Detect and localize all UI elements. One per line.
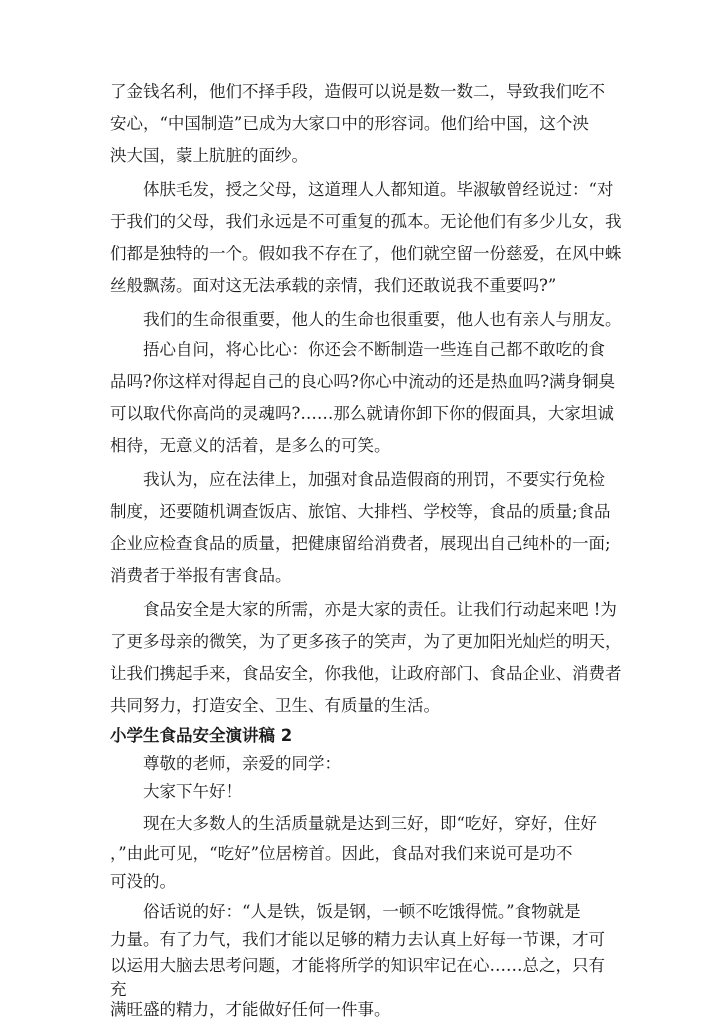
text-line: 大家下午好！ (143, 782, 242, 801)
text-line: 食品安全是大家的所需，亦是大家的责任。让我们行动起来吧 !为 (143, 600, 617, 619)
text-line: 我认为，应在法律上，加强对食品造假商的刑罚，不要实行免检 (143, 470, 605, 489)
text-line: 体肤毛发，授之父母，这道理人人都知道。毕淑敏曾经说过：“对 (143, 180, 614, 199)
text-line: 丝般飘荡。面对这无法承载的亲情，我们还敢说我不重要吗?” (110, 276, 557, 295)
text-line: 让我们携起手来，食品安全，你我他，让政府部门、食品企业、消费者 (110, 664, 622, 683)
text-line: 捂心自问，将心比心：你还会不断制造一些连自己都不敢吃的食 (143, 340, 605, 359)
text-line: 我们的生命很重要，他人的生命也很重要，他人也有亲人与朋友。 (143, 310, 622, 329)
text-line: 制度，还要随机调查饭店、旅馆、大排档、学校等，食品的质量;食品 (110, 502, 611, 521)
text-line: 了更多母亲的微笑，为了更多孩子的笑声，为了更加阳光灿烂的明天， (110, 632, 622, 651)
text-line: ，”由此可见，“吃好”位居榜首。因此，食品对我们来说可是功不 (110, 844, 573, 863)
text-line: 品吗?你这样对得起自己的良心吗?你心中流动的还是热血吗?满身铜臭 (110, 372, 616, 391)
text-line: 俗话说的好：“人是铁，饭是钢，一顿不吃饿得慌。”食物就是 (143, 902, 581, 921)
text-line: 满旺盛的精力，才能做好任何一件事。 (110, 1000, 391, 1019)
text-line: 们都是独特的一个。假如我不存在了，他们就空留一份慈爱，在风中蛛 (110, 244, 622, 263)
text-line: 安心，“中国制造”已成为大家口中的形容词。他们给中国，这个泱 (110, 114, 589, 133)
text-line: 现在大多数人的生活质量就是达到三好，即“吃好，穿好，住好 (143, 814, 597, 833)
text-line: 可以取代你高尚的灵魂吗?……那么就请你卸下你的假面具，大家坦诚 (110, 404, 614, 423)
text-line: 了金钱名利，他们不择手段，造假可以说是数一数二，导致我们吃不 (110, 82, 605, 101)
text-line: 以运用大脑去思考问题，才能将所学的知识牢记在心……总之，只有 (110, 956, 605, 975)
text-line: 可没的。 (110, 872, 176, 891)
text-line: 消费者于举报有害食品。 (110, 566, 292, 585)
text-line: 于我们的父母，我们永远是不可重复的孤本。无论他们有多少儿女，我 (110, 212, 622, 231)
text-line: 充 (110, 980, 127, 999)
text-line: 企业应检查食品的质量，把健康留给消费者，展现出自己纯朴的一面; (110, 534, 611, 553)
text-line: 尊敬的老师，亲爱的同学： (143, 754, 341, 773)
text-line: 相待，无意义的活着，是多么的可笑。 (110, 436, 391, 455)
text-line: 力量。有了力气，我们才能以足够的精力去认真上好每一节课，才可 (110, 930, 605, 949)
section-heading: 小学生食品安全演讲稿 2 (110, 726, 293, 745)
text-line: 共同努力，打造安全、卫生、有质量的生活。 (110, 696, 440, 715)
text-line: 泱大国，蒙上肮脏的面纱。 (110, 146, 308, 165)
